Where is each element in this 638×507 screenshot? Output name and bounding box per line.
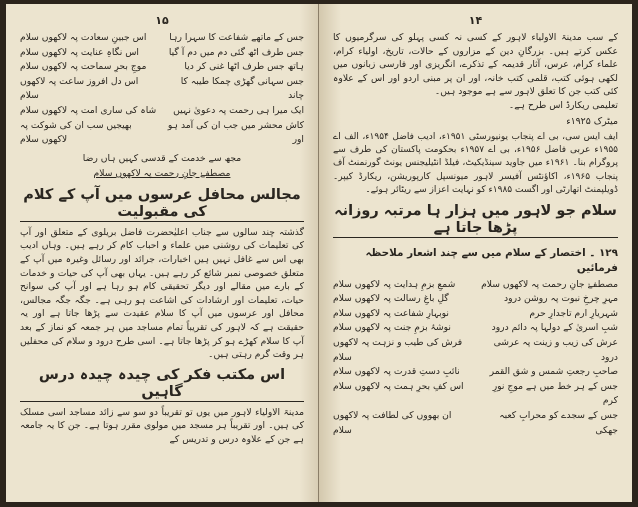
- right-misra-first: جس کے سجدے کو محرابِ کعبہ جھکی: [499, 409, 618, 436]
- right-misra-first: صاحبِ رجعتِ شمس و شق القمر: [489, 366, 618, 378]
- paragraph-education-career: ایف ایس سی، بی اے پنجاب یونیورسٹی ۱۹۵۱ء، ادیب فاضل ۱۹۵۴ء، الف اے ۱۹۵۵ء عربی فاضل ۱۹۵۶ء، بی اے ۱۹۵۷ء بحکومت پاکستان کی طرف سے پروگرام بنا۔ ۱۹۶۱ء میں جاوید سینڈیکیٹ، فیلڈ انٹیلیجنس یونٹ گورنمنٹ آف پنجاب ۱۹۶۵ء، اکاؤنٹس آفیسر لاہور میونسپل کارپوریشن، ریکارڈ کیپر۔ ڈویلپمنٹ اتھارٹی اور اگست ۱۹۸۵ء کو نہایت اعزاز سے ریٹائر ہوئے۔: [333, 131, 618, 196]
- right-couplet: [333, 336, 618, 365]
- left-misra-second: اس دل افروز ساعت پہ لاکھوں سلام: [20, 75, 139, 102]
- education-record-matric: میٹرک ۱۹۲۵ء: [566, 115, 618, 127]
- left-page: [6, 4, 319, 502]
- right-misra-first: عرش کی زیب و زینت پہ عرشی درود: [493, 336, 618, 363]
- paragraph-intro: کے سب مدینۃ الاولیاء لاہور کے کسی نہ کسی پہلو کی سرگرمیوں کا عکس کرتے ہیں۔ بزرگانِ دین کے مزاروں کے حالات، تاریخ، اولیاء کرام، علماء کرام، عرس، آثار قدیمہ کے تذکرے، انگریزی اور فارسی زبانوں میں لکھی ہوئی کتب، قلمی کتب خانہ، اور ان پر مبنی اردو اور اس کے علاوہ کئی کتب جن کا تعلق لاہور سے ہے موجود ہیں۔: [333, 32, 618, 98]
- right-couplet: [333, 321, 618, 336]
- left-misra-first: ایک میرا ہی رحمت پہ دعویٰ نہیں: [173, 104, 304, 116]
- section-heading-salam: سلام جو لاہور میں ہزار ہا مرتبہ روزانہ پڑھا جاتا ہے: [334, 202, 617, 236]
- paragraph-acceptance: گذشتہ چند سالوں سے جناب اعلیٰحضرت فاضل بریلوی کے متعلق اور آپ کی تعلیمات کی روشنی میں علماء و احباب کام کر رہے ہیں۔ وہاں ادیب بھی اس سے غافل نہیں ہیں اخبارات، جرائد اور رسائل وغیرہ میں آپ کے متعلق خصوصی نمبر شائع کر رہے ہیں۔ یہاں بھی آپ کی حیات و خدمات کے بارے میں مقالے اور دیگر تحقیقی کام ہو رہا ہے اور آپ کی سوانح حیات، تعلیمات اور ارشادات کی اشاعت ہو رہی ہے۔ جگہ جگہ مجالس، محافل اور عرسوں میں آپ کا سلام عقیدت سے پڑھا جاتا ہے اور یہ حقیقت ہے کہ لاہور کی تقریباً تمام مساجد میں ہر جمعہ کو نماز کے بعد آپ کا سلام کھڑے ہو کر پڑھا جاتا ہے۔ اسی طرح درود و سلام کی محفلیں ہر وقت گرم رہتی ہیں۔: [20, 226, 304, 361]
- left-misra-first: ہاتھ جس طرف اٹھا غنی کر دیا: [184, 61, 304, 73]
- right-couplet: [333, 409, 618, 438]
- left-couplet: [20, 75, 304, 104]
- right-misra-first: مصطفےٰ جانِ رحمت پہ لاکھوں سلام: [481, 278, 618, 290]
- left-couplets: [20, 31, 304, 148]
- right-misra-second: اس کفِ بحرِ ہمت پہ لاکھوں سلام: [333, 380, 464, 392]
- right-misra-first: شبِ اسریٰ کے دولہا پہ دائم درود: [491, 322, 618, 334]
- left-misra-second: شاہ کی ساری امت پہ لاکھوں سلام: [20, 104, 157, 116]
- right-misra-second: گلِ باغِ رسالت پہ لاکھوں سلام: [333, 293, 449, 305]
- section-heading-schools: اس مکتب فکر کی چیدہ چیدہ درس گاہیں: [20, 367, 304, 402]
- right-misra-first: مہرِ چرخِ نبوت پہ روشن درود: [504, 293, 618, 305]
- left-misra-second: بھیجیں سب ان کی شوکت پہ لاکھوں سلام: [20, 119, 132, 146]
- right-couplet: [333, 307, 618, 322]
- right-couplet: [333, 292, 618, 307]
- left-couplet: [20, 119, 304, 148]
- left-couplet: [20, 104, 304, 119]
- right-misra-first: جس کے ہر خط میں ہے موجِ نورِ کرم: [492, 380, 618, 407]
- paragraph-schools: مدینۃ الاولیاء لاہور میں یوں تو تقریباً دو سو سے زائد مساجد اسی مسلک کی ہیں۔ اور تقریباً ہر مسجد میں مولوی مقرر ہوتا ہے۔ جن کا یہ جامعہ ہے جن کے علاوہ درس و تدریس کے: [20, 406, 304, 445]
- left-couplet: [20, 60, 304, 75]
- left-couplet: [20, 31, 304, 46]
- right-misra-second: نوبہارِ شفاعت پہ لاکھوں سلام: [333, 307, 449, 319]
- section-heading-acceptance: مجالس محافل عرسوں میں آپ کے کلام کی مقبولیت: [20, 187, 304, 222]
- left-misra-first: جس سہانی گھڑی چمکا طیبہ کا چاند: [180, 75, 304, 102]
- page-number-right: ۱۴: [468, 14, 483, 27]
- right-couplet: [333, 278, 618, 293]
- page-number-left: ۱۵: [155, 14, 169, 27]
- left-misra-first: کاش محشر میں جب ان کی آمد ہو اور: [167, 119, 304, 146]
- left-misra-second: موجِ بحرِ سماحت پہ لاکھوں سلام: [20, 61, 147, 73]
- left-misra-second: اس نگاہِ عنایت پہ لاکھوں سلام: [20, 46, 139, 58]
- book-spread: [6, 4, 632, 502]
- right-couplet: [333, 365, 618, 380]
- salam-note: ۱۲۹ ۔ اختصار کے سلام میں سے چند اشعار ملاحظہ فرمائیں: [365, 246, 618, 274]
- right-couplet: [333, 380, 618, 409]
- closing-line-1: مجھ سے خدمت کے قدسی کہیں ہاں رضا: [82, 152, 242, 164]
- paragraph-education-intro: تعلیمی ریکارڈ اس طرح ہے۔: [508, 99, 618, 111]
- left-misra-first: جس طرف اٹھ گئی دم میں دم آ گیا: [168, 46, 304, 58]
- right-couplets: [333, 278, 618, 439]
- right-misra-second: نوشۂ بزمِ جنت پہ لاکھوں سلام: [333, 322, 451, 334]
- right-misra-second: ان بھووں کی لطافت پہ لاکھوں سلام: [333, 409, 452, 436]
- right-misra-first: شہریارِ ارم تاجدارِ حرم: [529, 307, 618, 319]
- right-misra-second: شمعِ بزمِ ہدایت پہ لاکھوں سلام: [333, 278, 456, 290]
- right-misra-second: فرش کی طیب و نزہت پہ لاکھوں سلام: [333, 336, 463, 363]
- right-misra-second: نائبِ دستِ قدرت پہ لاکھوں سلام: [333, 366, 460, 378]
- right-page: [319, 4, 632, 502]
- left-misra-second: اس جبینِ سعادت پہ لاکھوں سلام: [20, 32, 147, 43]
- left-couplet: [20, 46, 304, 61]
- closing-line-2: مصطفےٰ جانِ رحمت پہ لاکھوں سلام: [93, 167, 231, 179]
- left-misra-first: جس کے ماتھے شفاعت کا سہرا رہا: [169, 32, 304, 43]
